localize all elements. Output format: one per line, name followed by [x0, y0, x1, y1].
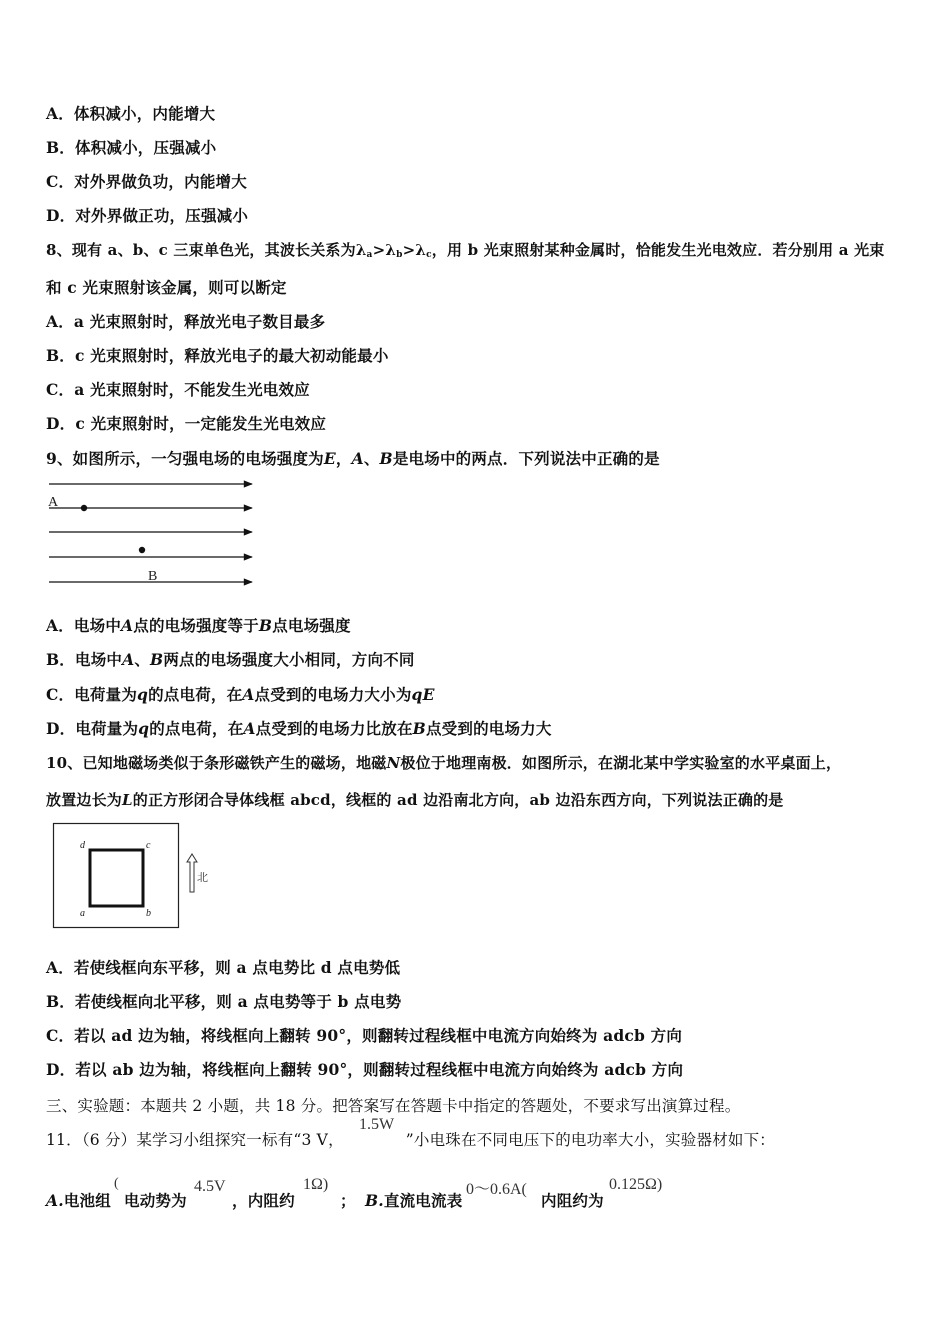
corner-d-label: d	[80, 840, 85, 851]
point-a-dot	[81, 505, 87, 511]
q7-option-d: D．对外界做正功，压强减小	[46, 206, 249, 225]
q8-stem-line1: 8、现有 a、b、c 三束单色光，其波长关系为$\lambda_a>\lambda_b>\lambda_c$，用 b 光束照射某种金属时，恰能发生光电效应．若分别用 a 光束	[46, 241, 885, 260]
corner-c-label: c	[146, 840, 151, 851]
q11-stem: 11．（6 分）某学习小组探究一标有“3 V， ”小电珠在不同电压下的电功率大小，实验器材如下：	[46, 1131, 776, 1149]
corner-a-label: a	[80, 908, 85, 919]
north-arrow-icon	[187, 854, 197, 892]
q11-ammeter-resistance-value: 0.125Ω)	[609, 1176, 663, 1193]
north-label: 北	[197, 871, 208, 884]
point-b-dot	[139, 547, 145, 553]
electric-field-figure	[46, 475, 261, 590]
q10-option-b: B．若使线框向北平移，则 a 点电势等于 b 点电势	[46, 992, 402, 1011]
q7-option-a: A．体积减小，内能增大	[46, 104, 216, 123]
point-b-label: B	[148, 569, 158, 584]
q10-stem-line1: 10、已知地磁场类似于条形磁铁产生的磁场，地磁N极位于地理南极．如图所示，在湖北某中学实验室的水平桌面上，	[46, 754, 842, 772]
q11-ammeter-resistance-text: 内阻约为	[541, 1191, 604, 1210]
square-frame-figure	[52, 822, 217, 930]
conductor-frame	[90, 850, 143, 906]
q8-option-a: A．a 光束照射时，释放光电子数目最多	[46, 312, 326, 331]
q11-resistance-text: ，内阻约	[232, 1191, 295, 1210]
q11-emf-text: 电动势为	[124, 1191, 187, 1210]
q9-option-a: A．电场中A点的电场强度等于B点电场强度	[46, 616, 351, 635]
q11-semicolon: ；	[340, 1191, 356, 1210]
q11-resistance-value: 1Ω)	[303, 1176, 329, 1193]
figure-border	[54, 824, 179, 928]
q11-item-a: A.电池组	[46, 1191, 111, 1210]
q7-option-b: B．体积减小，压强减小	[46, 138, 217, 157]
q9-option-d: D．电荷量为q的点电荷，在A点受到的电场力比放在B点受到的电场力大	[46, 719, 552, 738]
q8-stem-line2: 和 c 光束照射该金属，则可以断定	[46, 278, 287, 297]
q8-option-b: B．c 光束照射时，释放光电子的最大初动能最小	[46, 346, 389, 365]
q8-option-c: C．a 光束照射时，不能发生光电效应	[46, 380, 310, 399]
q11-ammeter-range: 0～0.6A(	[466, 1181, 527, 1198]
section-3-heading: 三、实验题：本题共 2 小题，共 18 分。把答案写在答题卡中指定的答题处，不要求写出演算过程。	[46, 1097, 741, 1115]
q9-option-b: B．电场中A、B两点的电场强度大小相同，方向不同	[46, 650, 415, 669]
q10-option-c: C．若以 ad 边为轴，将线框向上翻转 90°，则翻转过程线框中电流方向始终为 adcb 方向	[46, 1026, 683, 1045]
corner-b-label: b	[146, 908, 151, 919]
q11-item-b: B.直流电流表	[365, 1191, 463, 1210]
point-a-label: A	[48, 495, 59, 510]
q10-option-d: D．若以 ab 边为轴，将线框向上翻转 90°，则翻转过程线框中电流方向始终为 adcb 方向	[46, 1060, 684, 1079]
q9-option-c: C．电荷量为q的点电荷，在A点受到的电场力大小为qE	[46, 685, 435, 704]
q10-stem-line2: 放置边长为L的正方形闭合导体线框 abcd，线框的 ad 边沿南北方向，ab 边沿东西方向，下列说法正确的是	[46, 791, 784, 809]
q8-option-d: D．c 光束照射时，一定能发生光电效应	[46, 414, 327, 433]
q11-emf-value: 4.5V	[194, 1178, 226, 1195]
q7-option-c: C．对外界做负功，内能增大	[46, 172, 247, 191]
q11-paren-open: (	[114, 1176, 119, 1191]
q10-option-a: A．若使线框向东平移，则 a 点电势比 d 点电势低	[46, 958, 401, 977]
q9-stem: 9、如图所示，一匀强电场的电场强度为E，A、B是电场中的两点．下列说法中正确的是	[46, 449, 660, 468]
q11-power-value: 1.5W	[359, 1116, 395, 1133]
